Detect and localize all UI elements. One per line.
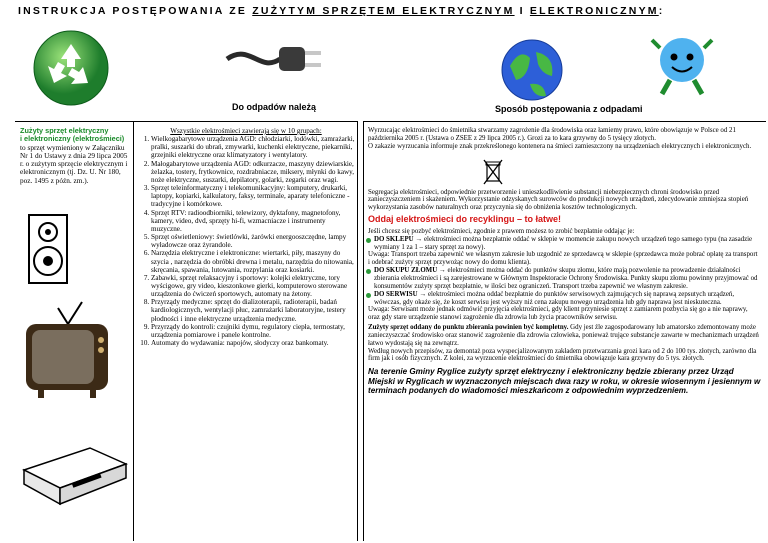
crossed-bin-icon [483,159,503,185]
list-item: 3. Sprzęt teleinformatyczny i telekomunikacyjny: komputery, drukarki, laptopy, kopiarki, kalkulatory, faksy, terminale, aparaty telefoniczne - tradycyjne i komórkowe. [151,184,355,208]
warning-paragraph: Wyrzucając elektrośmieci do śmietnika stwarzamy zagrożenie dla środowiska oraz łamiemy prawo, które obowiązuje w Polsce od 21 października 2005 r. (Ustawa o ZSEE z 29 lipca 2005 r.). Grozi za to kara grzywny do 5 tysięcy złotych. [368,127,736,142]
how-paragraph: Jeśli chcesz się pozbyć elektrośmieci, zgodnie z prawem możesz to zrobić bezpłatnie oddając je: [368,227,635,235]
left-heading-1: Zużyty sprzęt elektryczny [20,126,109,135]
shop-note: Uwaga: Transport trzeba zapewnić we własnym zakresie lub uzgodnić ze sprzedawcą w sklepie (sprzedawca może pobrać opłatę za transport i odebrać zużyty sprzęt przywożąc nowy do domu klienta). [368,251,758,267]
penalty-paragraph: Według nowych przepisów, za demontaż poza wyspecjalizowanym zakładem przetwarzania grozi kara od 2 do 100 tys. złotych, zarówno dla firm jak i osób fizycznych. Z kolei, za wyrzucenie elektrośmieci do śmietnika obowiązuje kara grzywny do 5 tys. złotych. [368,347,757,363]
recycling-callout: Oddaj elektrośmieci do recyklingu – to łatwe! [368,214,562,225]
list-item: 10. Automaty do wydawania: napojów, słodyczy oraz bankomaty. [151,339,355,347]
page-title: INSTRUKCJA POSTĘPOWANIA ZE ZUŻYTYM SPRZĘTEM ELEKTRYCZNYM I ELEKTRONICZNYM: [18,5,665,17]
list-item: 8. Przyrządy medyczne: sprzęt do dializoterapii, radioterapii, badań kardiologicznych, wentylacji płuc, zamrażarki laboratoryjne, testery płodności i inne elektryczne urządzenia medyczne. [151,298,355,322]
groups-heading: Wszystkie elektrośmieci zawierają się w 10 grupach: [170,127,322,135]
recycle-globe-icon [30,28,112,108]
column-header-waste: Do odpadów należą [232,102,317,112]
speaker-icon [27,213,69,285]
list-item: 2. Małogabarytowe urządzenia AGD: odkurzacze, maszyny dziewiarskie, żelazka, tostery, frytkownice, rozdrabniacze, miksery, młynki do kawy, noże elektryczne, suszarki, depilatory, golarki, zegarki oraz wagi. [151,160,355,184]
list-item: 4. Sprzęt RTV: radioodbiorniki, telewizory, dyktafony, magnetofony, kamery, video, dvd, sprzęty hi-fi, wzmacniacze i instrumenty muzyczne. [151,209,355,233]
complete-paragraph: Zużyty sprzęt oddany do punktu zbierania powinien być kompletny. Gdy jest źle zagospodarowany lub amatorsko zdemontowany może zanieczyszczać środowisko oraz stanowić zagrożenie dla zdrowia człowieka, ponieważ trujące substancje zawarte w mechanizmach urządzeń łatwo wydostają się na zewnątrz. [368,324,759,347]
left-heading-2: i elektroniczny (elektrośmieci) [20,134,125,144]
list-item: 9. Przyrządy do kontroli: czujniki dymu, regulatory ciepła, termostaty, urządzenia pomiarowe i panele kontrolne. [151,323,355,339]
segregation-paragraph: Segregacja elektrośmieci, odpowiednie przetworzenie i unieszkodliwienie substancji niebezpiecznych chroni środowisko przed zanieczyszczeniem i skażeniem. Wykorzystanie odzyskanych surowców do produkcji nowych urządzeń, zdecydowanie zmniejsza stopień wykorzystania zasobów naturalnych oraz przyczynia się do obniżenia kosztów technologicznych. [368,188,749,212]
plug-icon [225,33,325,85]
groups-list [137,135,355,347]
right-column-content [368,127,761,395]
list-item: DO SKLEPU → elektrośmieci można bezpłatnie oddać w sklepie w momencie zakupu nowych urządzeń tego samego typu (na zasadzie wymiany 1 za 1 – stary sprzęt za nowy). [368,236,761,252]
list-item: DO SERWISU → elektrośmieci można oddać bezpłatnie do punktów serwisowych zajmujących się naprawą zepsutych urządzeń, wówczas, gdy okaże się, że koszt serwisu jest wyższy niż cena zakupu nowego urządzenia lub gdy naprawa jest nieskuteczna. [368,291,761,307]
service-note: Uwaga: Serwisant może jednak odmówić przyjęcia elektrośmieci, gdy klient przyniesie sprzęt z zamiarem pozbycia się go a nie naprawy, oraz gdy stare urządzenie stanowi zagrożenie dla zdrowia lub życia pracowników serwisu. [368,306,748,322]
list-item: 7. Zabawki, sprzęt relaksacyjny i sportowy: kolejki elektryczne, tory wyścigowe, gry video, kieszonkowe gierki, komputerowo sterowane urządzenia do ćwiczeń sportowych, automaty na żetony. [151,274,355,298]
list-item: 5. Sprzęt oświetleniowy: świetlówki, żarówki energooszczędne, lampy wyładowcze oraz żyrandole. [151,233,355,249]
recycle-globe-icon [500,38,564,102]
column-header-procedure: Sposób postępowania z odpadami [495,104,643,114]
tv-icon [22,300,112,400]
left-body: to sprzęt wymieniony w Załączniku Nr 1 do Ustawy z dnia 29 lipca 2005 r. o zużytym sprzęcie elektrycznym i elektronicznym (tj. Dz. U. Nr 180, poz. 1495 z późn. zm.). [20,142,128,185]
middle-column-content [137,127,355,347]
recycle-mascot-icon [650,30,714,100]
sign-paragraph: O zakazie wyrzucania informuje znak przekreślonego kontenera na śmieci zamieszczony na urządzeniach elektrycznych i elektronicznych. [368,142,752,150]
dvd-player-icon [20,440,130,510]
collection-notice: Na terenie Gminy Ryglice zużyty sprzęt elektryczny i elektroniczny będzie zbierany przez Urząd Miejski w Ryglicach w wyznaczonych miejscach dwa razy w roku, w okresie wiosennym i jesiennym w terminach podanych do wiadomości mieszkańcom z odpowiednim wyprzedzeniem. [368,367,761,395]
left-column-content [20,127,132,185]
list-item: DO SKUPU ZŁOMU → elektrośmieci można oddać do punktów skupu złomu, które mają pozwolenie na prowadzenie działalności zbierania elektrośmieci i są zarejestrowane w Głównym Inspektoracie Ochrony Środowiska. Punkty skupu złomu powinny przyjmować od konsumentów zużyty sprzęt bezpłatnie, w ilości bez ograniczeń. Transport trzeba zapewnić we własnym zakresie. [368,267,761,291]
list-item: 1. Wielkogabarytowe urządzenia AGD: chłodziarki, lodówki, zamrażarki, pralki, suszarki do ubrań, zmywarki, kuchenki elektryczne, piekarniki, grzejniki elektryczne oraz klimatyzatory i wentylatory. [151,135,355,159]
list-item: 6. Narzędzia elektryczne i elektroniczne: wiertarki, piły, maszyny do szycia , narzędzia do obróbki drewna i metalu, narzędzia do nitowania, skręcania, spawania, lutowania, rozpylania oraz kosiarki. [151,249,355,273]
bin-icon-wrap [368,151,761,189]
